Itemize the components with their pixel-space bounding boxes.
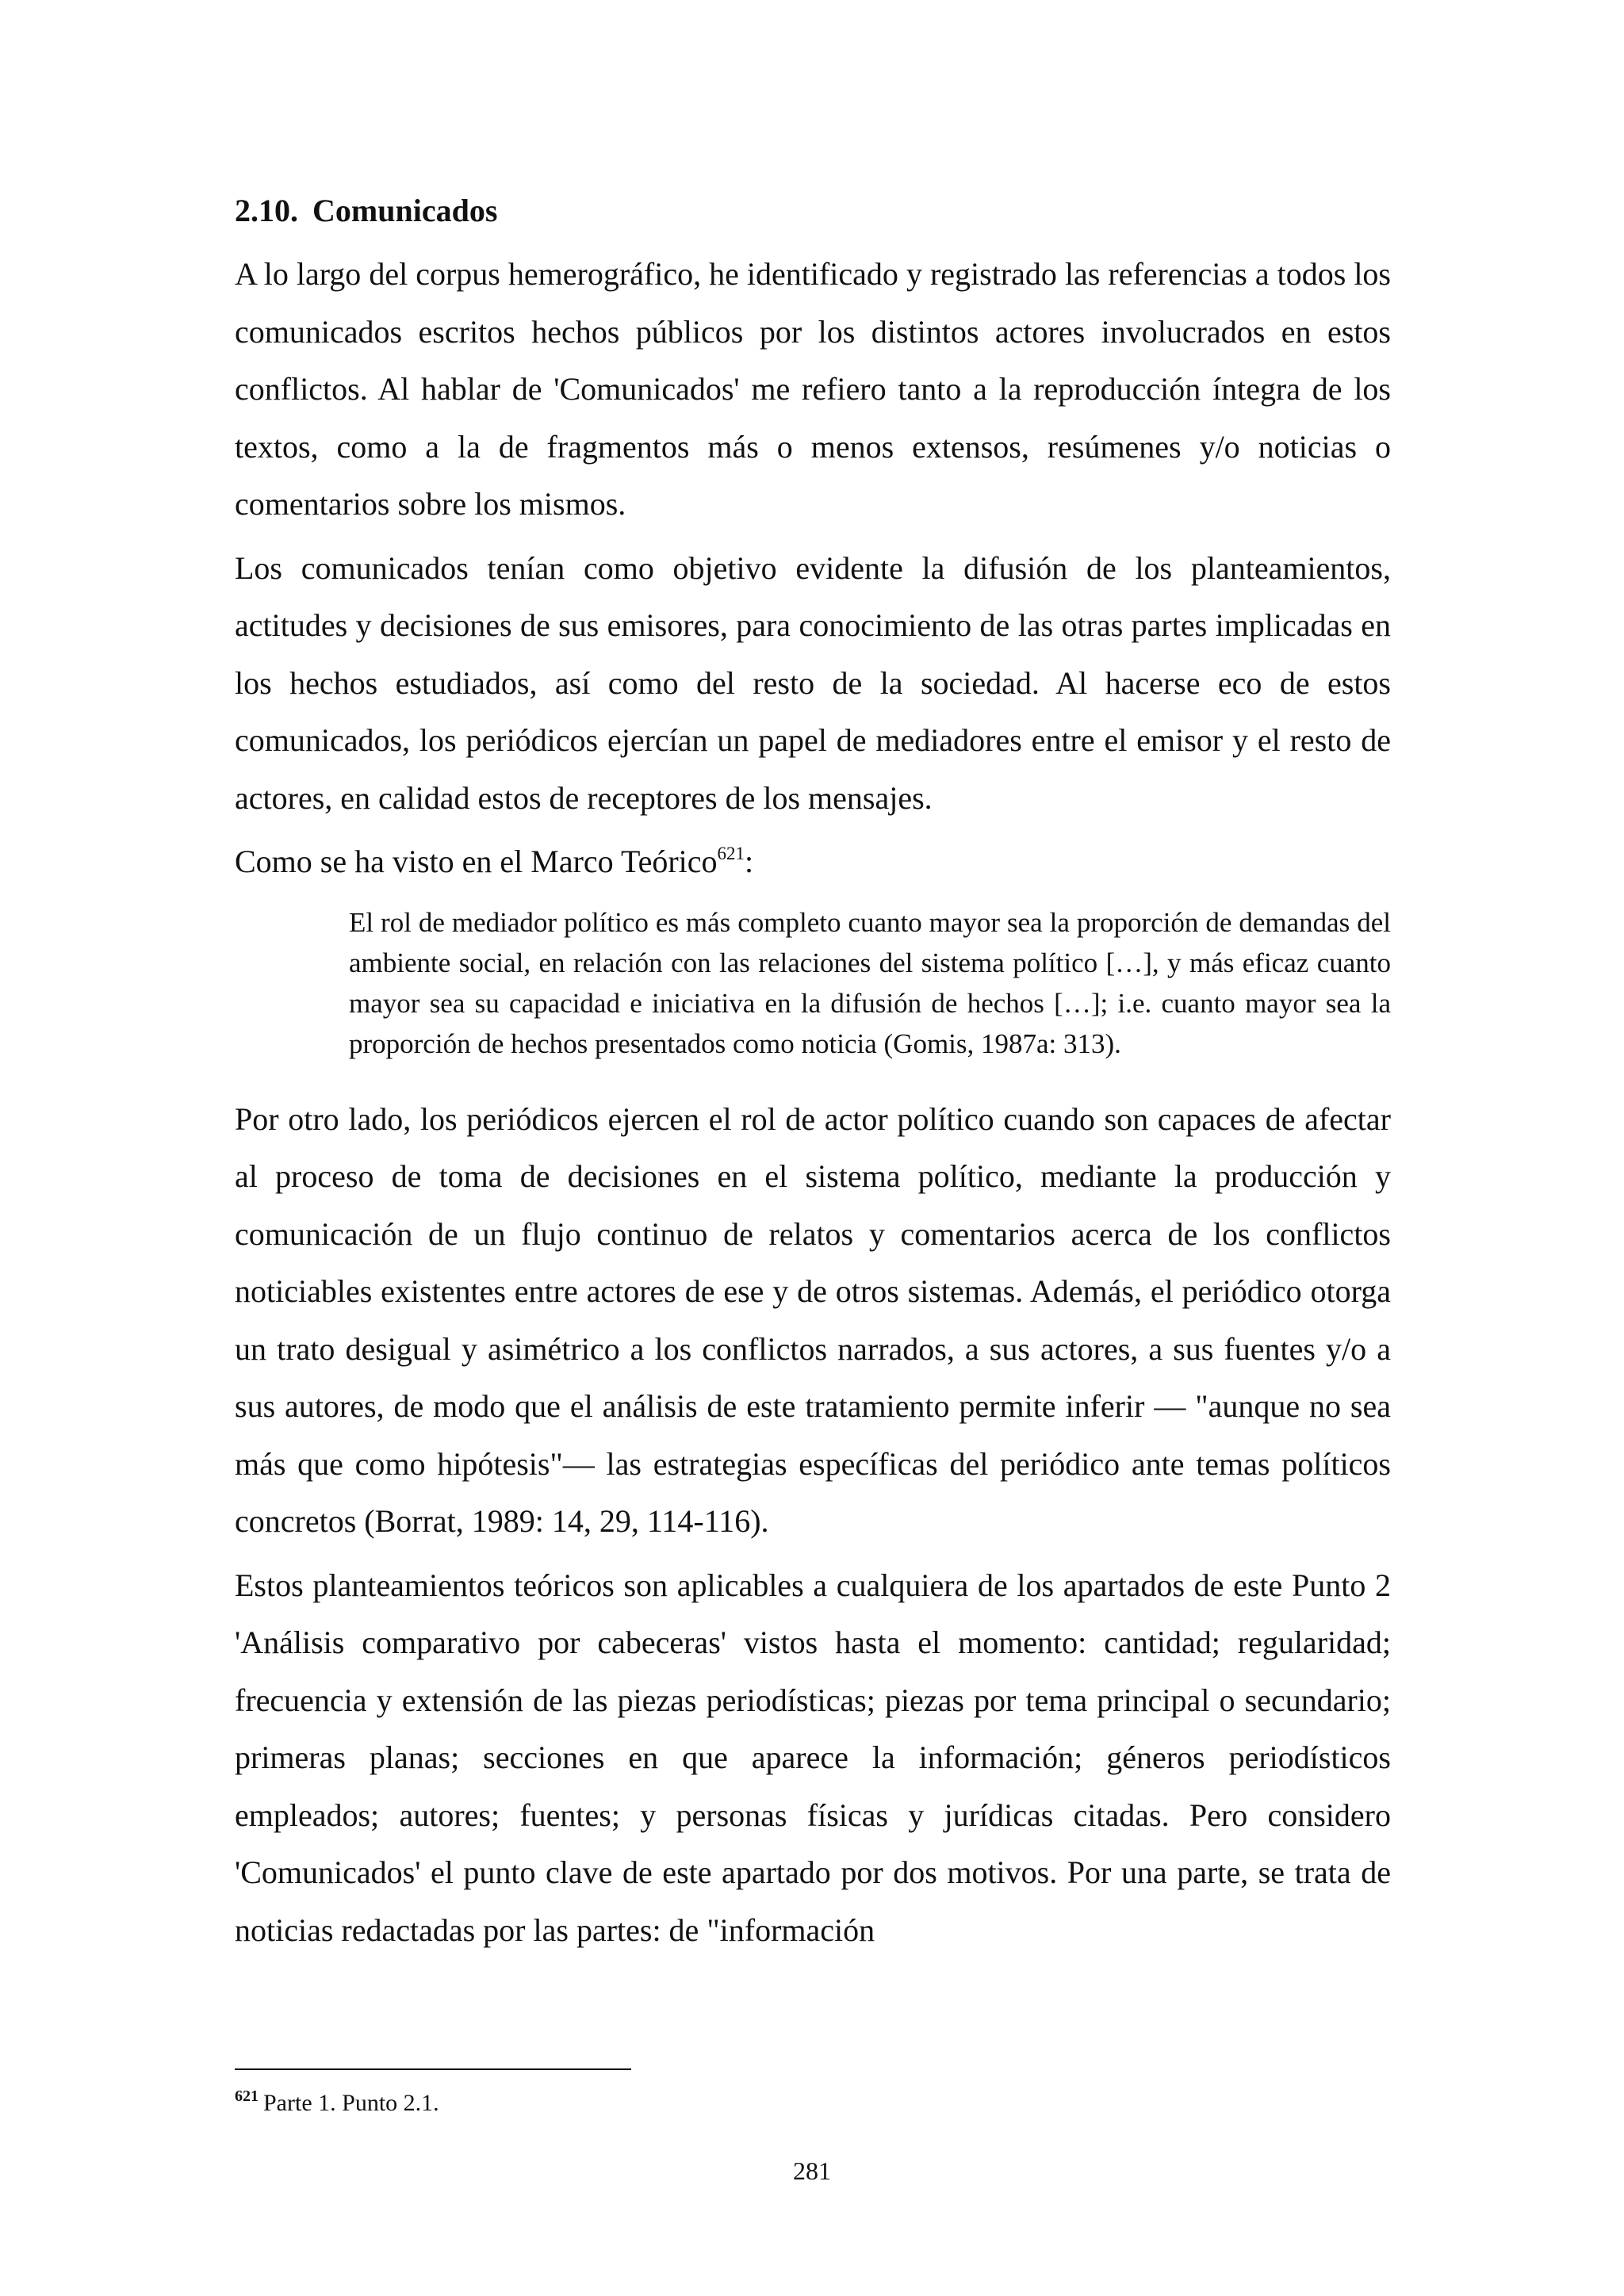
section-number: 2.10. <box>235 193 298 228</box>
footnote <box>235 2087 439 2119</box>
paragraph-3-end: : <box>745 844 754 879</box>
paragraph-4: Por otro lado, los periódicos ejercen el rol de actor político cuando son capaces de afectar al proceso de toma de decisiones en el sistema político, mediante la producción y comunicación de un flujo continuo de relatos y comentarios acerca de los conflictos noticiables existentes entre actores de ese y de otros sistemas. Además, el periódico otorga un trato desigual y asimétrico a los conflictos narrados, a sus actores, a sus fuentes y/o a sus autores, de modo que el análisis de este tratamiento permite inferir — "aunque no sea más que como hipótesis"— las estrategias específicas del periódico ante temas políticos concretos (Borrat, 1989: 14, 29, 114-116). <box>235 1100 1391 1539</box>
section-heading <box>235 190 1391 232</box>
footnote-text: Parte 1. Punto 2.1. <box>263 2090 439 2116</box>
footnote-reference[interactable]: 621 <box>717 844 745 863</box>
paragraph-2: Los comunicados tenían como objetivo evidente la difusión de los planteamientos, actitudes y decisiones de sus emisores, para conocimiento de las otras partes implicadas en los hechos estudiados, así como del resto de la sociedad. Al hacerse eco de estos comunicados, los periódicos ejercían un papel de mediadores entre el emisor y el resto de actores, en calidad estos de receptores de los mensajes. <box>235 549 1391 816</box>
body-text <box>235 190 1391 1959</box>
section-title: Comunicados <box>312 193 498 228</box>
paragraph-3-text: Como se ha visto en el Marco Teórico <box>235 844 718 879</box>
block-quote: El rol de mediador político es más completo cuanto mayor sea la proporción de demandas del ambiente social, en relación con las relaciones del sistema político […], y más eficaz cuanto mayor sea su capacidad e iniciativa en la difusión de hechos […]; i.e. cuanto mayor sea la proporción de hechos presentados como noticia (Gomis, 1987a: 313). <box>349 906 1391 1059</box>
footnote-number: 621 <box>235 2087 259 2105</box>
paragraph-3 <box>235 833 1391 891</box>
page-number: 281 <box>793 2156 831 2185</box>
paragraph-1: A lo largo del corpus hemerográfico, he identificado y registrado las referencias a todos los comunicados escritos hechos públicos por los distintos actores involucrados en estos conflictos. Al hablar de 'Comunicados' me refiero tanto a la reproducción íntegra de los textos, como a la de fragmentos más o menos extensos, resúmenes y/o noticias o comentarios sobre los mismos. <box>235 256 1391 522</box>
footnote-divider <box>235 2068 631 2070</box>
paragraph-5: Estos planteamientos teóricos son aplicables a cualquiera de los apartados de este Punto 2 'Análisis comparativo por cabeceras' vistos hasta el momento: cantidad; regularidad; frecuencia y extensión de las piezas periodísticas; piezas por tema principal o secundario; primeras planas; secciones en que aparece la información; géneros periodísticos empleados; autores; fuentes; y personas físicas y jurídicas citadas. Pero considero 'Comunicados' el punto clave de este apartado por dos motivos. Por una parte, se trata de noticias redactadas por las partes: de "información <box>235 1567 1391 1948</box>
